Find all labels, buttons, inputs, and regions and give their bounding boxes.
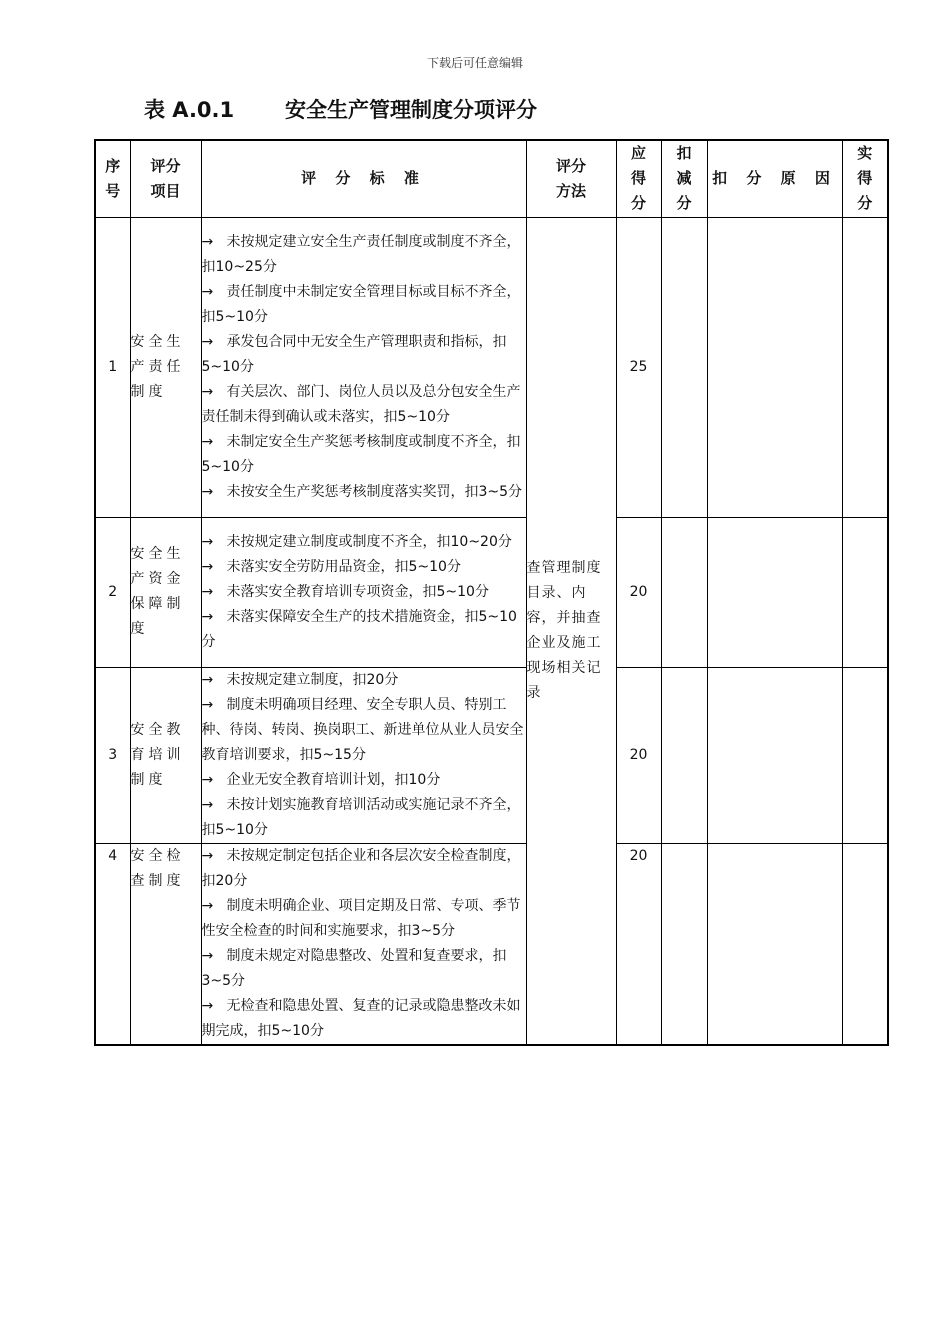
reason-cell [707, 517, 842, 667]
arrow-icon: → [201, 433, 214, 450]
due-points: 20 [616, 843, 661, 1045]
criterion-text: 承发包合同中无安全生产管理职责和指标，扣5~10分 [201, 333, 507, 375]
row-criteria [201, 667, 526, 843]
arrow-icon: → [201, 283, 214, 300]
criterion-text: 未制定安全生产奖惩考核制度或制度不齐全，扣5~10分 [201, 433, 521, 475]
header-due-points: 应得分 [616, 140, 661, 217]
actual-cell [842, 667, 888, 843]
arrow-icon: → [201, 608, 214, 625]
reason-cell [707, 843, 842, 1045]
header-standard: 评 分 标 准 [201, 140, 526, 217]
criterion-text: 未落实保障安全生产的技术措施资金，扣5~10分 [201, 608, 517, 650]
criterion-text: 未按规定制定包括企业和各层次安全检查制度，扣20分 [201, 847, 521, 889]
criterion-text: 制度未明确项目经理、安全专职人员、特别工种、待岗、转岗、换岗职工、新进单位从业人员安全教育培训要求，扣5~15分 [201, 696, 524, 763]
arrow-icon: → [201, 897, 214, 914]
row-criteria [201, 517, 526, 667]
criterion-text: 制度未明确企业、项目定期及日常、专项、季节性安全检查的时间和实施要求，扣3~5分 [201, 897, 521, 939]
header-reason: 扣 分 原 因 [707, 140, 842, 217]
table-row [95, 843, 888, 1045]
reason-cell [707, 217, 842, 517]
row-item: 安全检查制度 [130, 843, 201, 1045]
criterion-item [202, 793, 526, 843]
table-number: 表 A.0.1 [144, 98, 235, 122]
row-number: 4 [95, 843, 130, 1045]
header-actual: 实得分 [842, 140, 888, 217]
arrow-icon: → [201, 771, 214, 788]
arrow-icon: → [201, 383, 214, 400]
criterion-text: 未按安全生产奖惩考核制度落实奖罚，扣3~5分 [226, 483, 523, 500]
criterion-item [202, 668, 526, 693]
arrow-icon: → [201, 796, 214, 813]
criterion-text: 未按计划实施教育培训活动或实施记录不齐全，扣5~10分 [201, 796, 521, 838]
criterion-text: 未落实安全劳防用品资金，扣5~10分 [226, 558, 461, 575]
criterion-item [202, 605, 526, 655]
header-item: 评分项目 [130, 140, 201, 217]
due-points: 25 [616, 217, 661, 517]
reason-cell [707, 667, 842, 843]
row-item: 安全生产资金保障制度 [130, 517, 201, 667]
criterion-item [202, 580, 526, 605]
deduct-cell [661, 217, 707, 517]
arrow-icon: → [201, 233, 214, 250]
arrow-icon: → [201, 333, 214, 350]
arrow-icon: → [201, 533, 214, 550]
criterion-text: 无检查和隐患处置、复查的记录或隐患整改未如期完成，扣5~10分 [201, 997, 521, 1039]
criterion-item [202, 230, 526, 280]
deduct-cell [661, 517, 707, 667]
criterion-item [202, 480, 526, 505]
table-name: 安全生产管理制度分项评分 [285, 98, 537, 122]
arrow-icon: → [201, 558, 214, 575]
criterion-item [202, 768, 526, 793]
row-number: 3 [95, 667, 130, 843]
header-row [95, 140, 888, 217]
arrow-icon: → [201, 583, 214, 600]
row-number: 2 [95, 517, 130, 667]
row-criteria [201, 217, 526, 517]
arrow-icon: → [201, 997, 214, 1014]
table-row [95, 217, 888, 517]
criterion-item [202, 894, 526, 944]
header-method: 评分方法 [526, 140, 616, 217]
arrow-icon: → [201, 671, 214, 688]
criterion-text: 未按规定建立制度，扣20分 [226, 671, 399, 688]
due-points: 20 [616, 667, 661, 843]
arrow-icon: → [201, 696, 214, 713]
criterion-item [202, 530, 526, 555]
criterion-item [202, 944, 526, 994]
criterion-text: 企业无安全教育培训计划，扣10分 [226, 771, 441, 788]
row-item: 安全教育培训制度 [130, 667, 201, 843]
header-seq: 序号 [95, 140, 130, 217]
scoring-method: 查管理制度目录、内容，并抽查企业及施工现场相关记录 [526, 217, 616, 1045]
arrow-icon: → [201, 483, 214, 500]
row-number: 1 [95, 217, 130, 517]
table-row [95, 667, 888, 843]
criterion-item [202, 280, 526, 330]
scoring-table [94, 139, 889, 1046]
criterion-text: 未按规定建立安全生产责任制度或制度不齐全，扣10~25分 [201, 233, 521, 275]
arrow-icon: → [201, 947, 214, 964]
page-header-note: 下载后可任意编辑 [426, 56, 523, 70]
actual-cell [842, 843, 888, 1045]
actual-cell [842, 217, 888, 517]
criterion-text: 未落实安全教育培训专项资金，扣5~10分 [226, 583, 489, 600]
criterion-item [202, 380, 526, 430]
criterion-item [202, 330, 526, 380]
arrow-icon: → [201, 847, 214, 864]
row-criteria [201, 843, 526, 1045]
criterion-item [202, 693, 526, 768]
row-item: 安全生产责任制度 [130, 217, 201, 517]
deduct-cell [661, 667, 707, 843]
table-row [95, 517, 888, 667]
criterion-item [202, 430, 526, 480]
actual-cell [842, 517, 888, 667]
criterion-text: 有关层次、部门、岗位人员以及总分包安全生产责任制未得到确认或未落实，扣5~10分 [201, 383, 521, 425]
header-deduct: 扣减分 [661, 140, 707, 217]
deduct-cell [661, 843, 707, 1045]
criterion-text: 未按规定建立制度或制度不齐全，扣10~20分 [226, 533, 512, 550]
criterion-item [202, 844, 526, 894]
due-points: 20 [616, 517, 661, 667]
criterion-text: 责任制度中未制定安全管理目标或目标不齐全，扣5~10分 [201, 283, 521, 325]
criterion-item [202, 994, 526, 1044]
criterion-text: 制度未规定对隐患整改、处置和复查要求，扣3~5分 [201, 947, 507, 989]
criterion-item [202, 555, 526, 580]
